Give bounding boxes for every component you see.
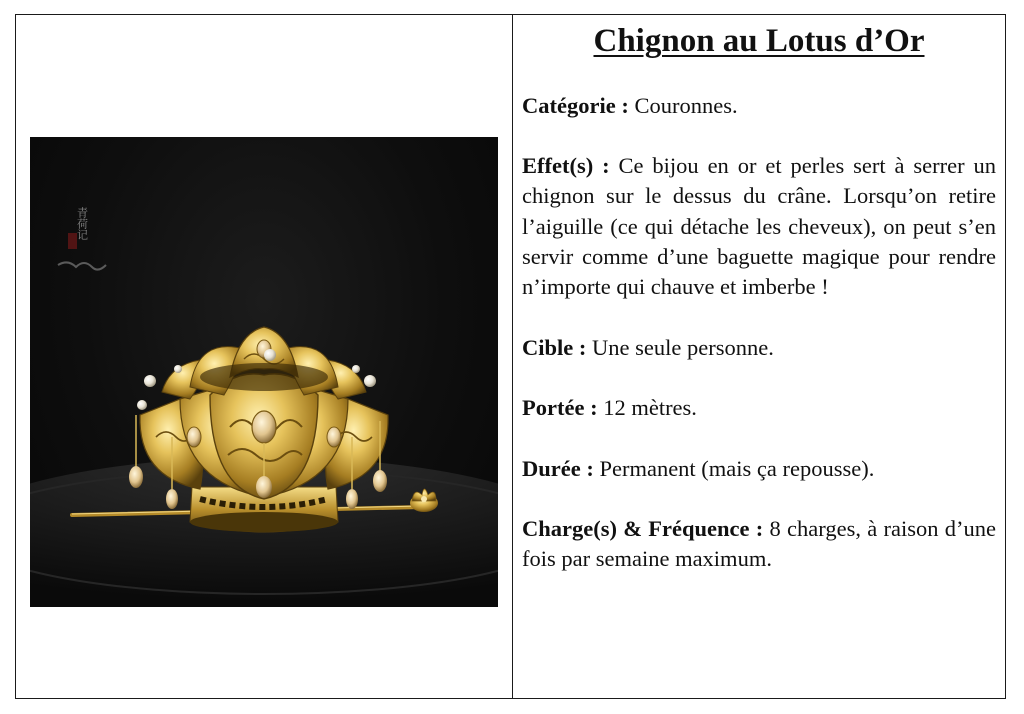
- field-portee-label: Portée :: [522, 395, 598, 421]
- field-cible-value: Une seule personne.: [592, 335, 774, 361]
- item-photo: [30, 137, 498, 607]
- watermark-text: 青荷记: [75, 207, 89, 240]
- field-portee: [522, 393, 996, 423]
- item-title: Chignon au Lotus d’Or: [593, 23, 925, 59]
- text-cell: [513, 15, 1005, 698]
- field-duree-label: Durée :: [522, 455, 594, 481]
- field-cible: [522, 333, 996, 363]
- field-charges-label: Charge(s) & Fréquence :: [522, 515, 764, 541]
- field-categorie-label: Catégorie :: [522, 93, 629, 118]
- field-charges-value: 8 charges, à raison d’une fois par semaine maximum.: [522, 515, 996, 572]
- field-duree-value: Permanent (mais ça repousse).: [599, 455, 875, 481]
- field-duree: [522, 454, 996, 484]
- item-card: [15, 14, 1006, 699]
- field-effets: [522, 151, 996, 302]
- field-categorie-value: Couronnes.: [634, 93, 738, 118]
- image-cell: [16, 15, 513, 698]
- lotus-crown-illustration: [30, 137, 498, 607]
- field-effets-value: Ce bijou en or et perles sert à serrer un chignon sur le dessus du crâne. Lorsqu’on retire l’aiguille (ce qui détache les cheveux), on peut s’en servir comme d’une baguette magique pour rendre n’importe qui chauve et imberbe !: [522, 153, 996, 300]
- field-charges: [522, 514, 996, 574]
- field-categorie: [522, 91, 996, 121]
- field-portee-value: 12 mètres.: [603, 395, 697, 421]
- field-cible-label: Cible :: [522, 335, 587, 361]
- field-effets-label: Effet(s) :: [522, 153, 610, 179]
